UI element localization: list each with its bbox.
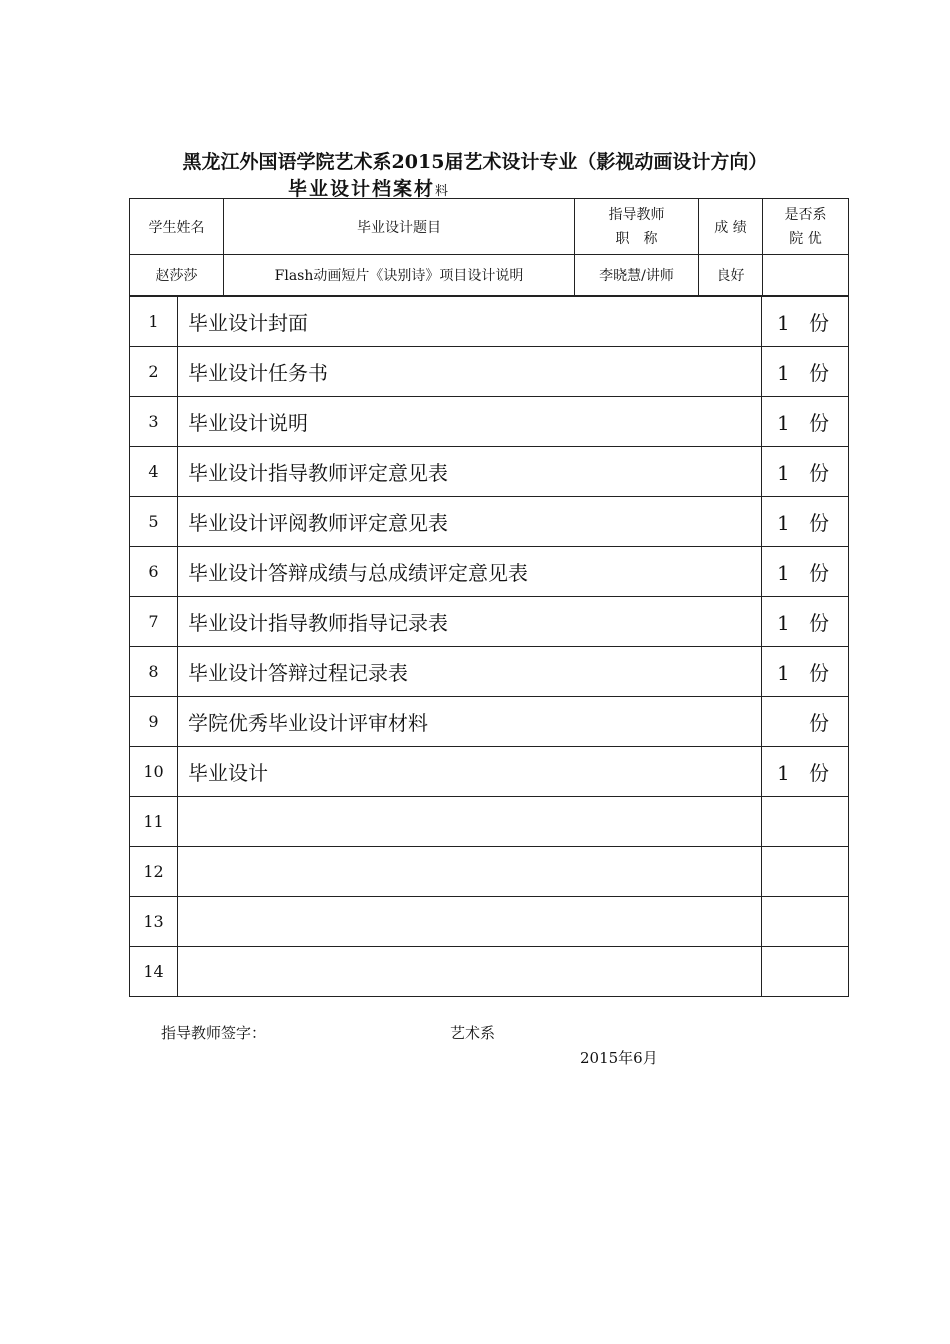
item-quantity bbox=[762, 947, 849, 997]
subtitle-main: 毕业设计档案材 bbox=[288, 178, 436, 200]
item-quantity bbox=[762, 597, 849, 647]
table-row bbox=[130, 397, 849, 447]
student-info-table bbox=[129, 198, 849, 296]
header-row bbox=[130, 199, 849, 255]
item-number: 3 bbox=[130, 397, 178, 447]
table-row bbox=[130, 847, 849, 897]
item-name: 毕业设计答辩成绩与总成绩评定意见表 bbox=[178, 547, 762, 597]
item-unit: 份 bbox=[809, 411, 829, 435]
item-quantity bbox=[762, 447, 849, 497]
item-number: 9 bbox=[130, 697, 178, 747]
info-grade: 良好 bbox=[699, 255, 763, 296]
item-count: 1 bbox=[777, 611, 790, 635]
item-number: 10 bbox=[130, 747, 178, 797]
item-quantity bbox=[762, 897, 849, 947]
table-row bbox=[130, 797, 849, 847]
item-number: 13 bbox=[130, 897, 178, 947]
info-row bbox=[130, 255, 849, 296]
item-quantity bbox=[762, 797, 849, 847]
item-unit: 份 bbox=[809, 661, 829, 685]
table-row bbox=[130, 597, 849, 647]
item-quantity bbox=[762, 297, 849, 347]
header-grade: 成 绩 bbox=[699, 199, 763, 255]
header-excellent-line2: 院 优 bbox=[789, 230, 822, 247]
header-advisor-line1: 指导教师 bbox=[608, 206, 665, 223]
item-name: 毕业设计 bbox=[178, 747, 762, 797]
item-unit: 份 bbox=[809, 611, 829, 635]
header-student-name: 学生姓名 bbox=[130, 199, 224, 255]
item-number: 5 bbox=[130, 497, 178, 547]
item-quantity bbox=[762, 747, 849, 797]
item-number: 11 bbox=[130, 797, 178, 847]
header-advisor-line2: 职 称 bbox=[615, 230, 658, 247]
item-name: 学院优秀毕业设计评审材料 bbox=[178, 697, 762, 747]
item-quantity bbox=[762, 397, 849, 447]
info-excellent bbox=[763, 255, 849, 296]
advisor-signature-label: 指导教师签字： bbox=[161, 1024, 267, 1042]
item-quantity bbox=[762, 647, 849, 697]
item-unit: 份 bbox=[809, 311, 829, 335]
item-count: 1 bbox=[777, 661, 790, 685]
item-name: 毕业设计说明 bbox=[178, 397, 762, 447]
item-name: 毕业设计评阅教师评定意见表 bbox=[178, 497, 762, 547]
table-row bbox=[130, 547, 849, 597]
item-count: 1 bbox=[777, 311, 790, 335]
table-row bbox=[130, 347, 849, 397]
date-label: 2015年6月 bbox=[580, 1049, 658, 1067]
item-quantity bbox=[762, 497, 849, 547]
table-row bbox=[130, 897, 849, 947]
item-number: 4 bbox=[130, 447, 178, 497]
materials-table bbox=[129, 296, 849, 997]
header-excellent bbox=[763, 199, 849, 255]
item-count: 1 bbox=[777, 361, 790, 385]
table-row bbox=[130, 697, 849, 747]
info-student-name: 赵莎莎 bbox=[130, 255, 224, 296]
table-row bbox=[130, 647, 849, 697]
item-unit: 份 bbox=[809, 561, 829, 585]
item-number: 2 bbox=[130, 347, 178, 397]
item-unit: 份 bbox=[809, 711, 829, 735]
item-quantity bbox=[762, 697, 849, 747]
item-number: 6 bbox=[130, 547, 178, 597]
item-name: 毕业设计任务书 bbox=[178, 347, 762, 397]
item-count: 1 bbox=[777, 761, 790, 785]
item-quantity bbox=[762, 547, 849, 597]
item-unit: 份 bbox=[809, 511, 829, 535]
document-title: 黑龙江外国语学院艺术系2015届艺术设计专业（影视动画设计方向） bbox=[182, 151, 768, 173]
item-unit: 份 bbox=[809, 361, 829, 385]
document-subtitle bbox=[288, 174, 448, 201]
info-advisor: 李晓慧/讲师 bbox=[575, 255, 699, 296]
department-label: 艺术系 bbox=[450, 1024, 496, 1042]
item-name: 毕业设计指导教师指导记录表 bbox=[178, 597, 762, 647]
item-unit: 份 bbox=[809, 461, 829, 485]
item-name bbox=[178, 947, 762, 997]
table-row bbox=[130, 747, 849, 797]
item-unit: 份 bbox=[809, 761, 829, 785]
item-quantity bbox=[762, 347, 849, 397]
item-name: 毕业设计封面 bbox=[178, 297, 762, 347]
subtitle-small: 料 bbox=[435, 184, 449, 199]
header-excellent-line1: 是否系 bbox=[784, 206, 827, 223]
table-row bbox=[130, 447, 849, 497]
item-number: 1 bbox=[130, 297, 178, 347]
item-name: 毕业设计答辩过程记录表 bbox=[178, 647, 762, 697]
header-advisor bbox=[575, 199, 699, 255]
item-number: 7 bbox=[130, 597, 178, 647]
item-name bbox=[178, 847, 762, 897]
item-count: 1 bbox=[777, 561, 790, 585]
table-row bbox=[130, 947, 849, 997]
item-quantity bbox=[762, 847, 849, 897]
header-topic: 毕业设计题目 bbox=[224, 199, 575, 255]
item-number: 14 bbox=[130, 947, 178, 997]
item-name bbox=[178, 797, 762, 847]
item-count: 1 bbox=[777, 461, 790, 485]
table-row bbox=[130, 497, 849, 547]
item-name bbox=[178, 897, 762, 947]
item-number: 8 bbox=[130, 647, 178, 697]
item-name: 毕业设计指导教师评定意见表 bbox=[178, 447, 762, 497]
info-topic: Flash动画短片《诀别诗》项目设计说明 bbox=[224, 255, 575, 296]
item-number: 12 bbox=[130, 847, 178, 897]
item-count: 1 bbox=[777, 411, 790, 435]
table-row bbox=[130, 297, 849, 347]
item-count: 1 bbox=[777, 511, 790, 535]
